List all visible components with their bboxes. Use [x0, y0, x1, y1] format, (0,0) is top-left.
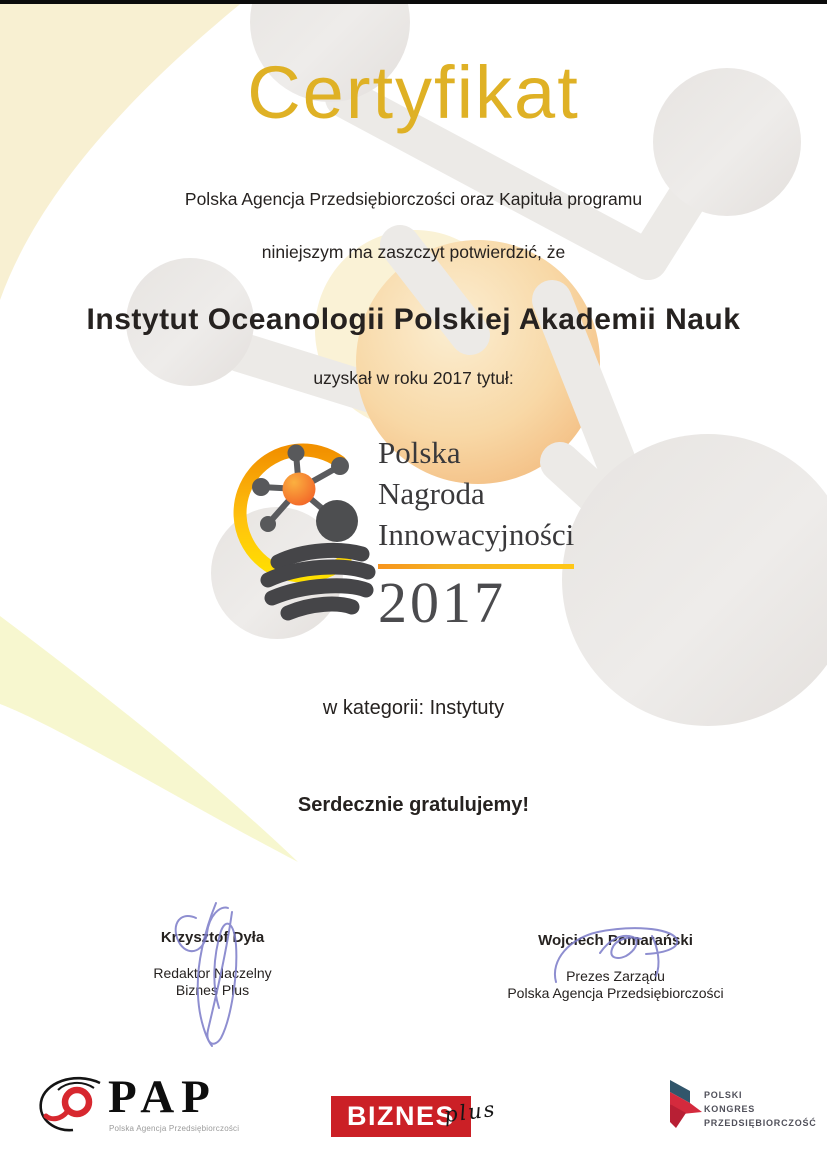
congratulations-text: Serdecznie gratulujemy!: [297, 794, 530, 816]
kongres-logo-icon: [662, 1078, 707, 1136]
pap-logo-icon: [36, 1076, 108, 1134]
kongres-line-1: POLSKI: [704, 1090, 743, 1100]
award-line-3: Innowacyjności: [378, 517, 575, 552]
signature-block-left: [90, 929, 335, 998]
top-border-line: [0, 0, 827, 4]
category-text: w kategorii: Instytuty: [322, 697, 505, 719]
signatory-role: Prezes Zarządu: [566, 968, 665, 984]
bulb-molecule-center: [283, 473, 316, 506]
signatory-name: Krzysztof Dyła: [160, 929, 265, 946]
kongres-logo: [662, 1078, 822, 1136]
signatory-org: Polska Agencja Przedsiębiorczości: [507, 984, 724, 1001]
kongres-line-2: KONGRES: [704, 1103, 756, 1114]
award-line-1: Polska: [378, 435, 461, 470]
award-bulb-logo: [230, 416, 388, 628]
yellow-swoosh-shape: [0, 616, 298, 862]
signatory-role: Redaktor Naczelny: [153, 965, 272, 981]
signature-block-right: [478, 932, 753, 1001]
biznes-logo-word: BIZNES: [346, 1101, 455, 1131]
pap-logo-subtitle: Polska Agencja Przedsiębiorczości: [109, 1124, 240, 1133]
recipient-name: Instytut Oceanologii Polskiej Akademii Nauk: [86, 303, 741, 336]
certificate-title: Certyfikat: [247, 51, 580, 134]
intro-line-1: Polska Agencja Przedsiębiorczości oraz Kapituła programu: [184, 189, 643, 209]
pap-logo: [36, 1071, 240, 1138]
bulb-base-swirls: [268, 550, 368, 613]
award-gold-divider: [378, 564, 574, 569]
kongres-logo-text: [704, 1089, 817, 1130]
pap-logo-text: PAP: [108, 1071, 217, 1123]
signatory-org: Biznes Plus: [175, 981, 250, 998]
intro-line-2: niniejszym ma zaszczyt potwierdzić, że: [261, 242, 566, 262]
award-line-2: Nagroda: [378, 476, 485, 511]
biznes-logo: [331, 1096, 521, 1146]
kongres-line-3: PRZEDSIĘBIORCZOŚĆ: [704, 1117, 817, 1128]
award-year: 2017: [378, 570, 506, 635]
signatory-name: Wojciech Pomarański: [538, 932, 693, 949]
biznes-logo-script: plus: [442, 1096, 498, 1128]
award-lead-text: uzyskał w roku 2017 tytuł:: [313, 368, 514, 388]
award-wordmark: [378, 432, 638, 633]
